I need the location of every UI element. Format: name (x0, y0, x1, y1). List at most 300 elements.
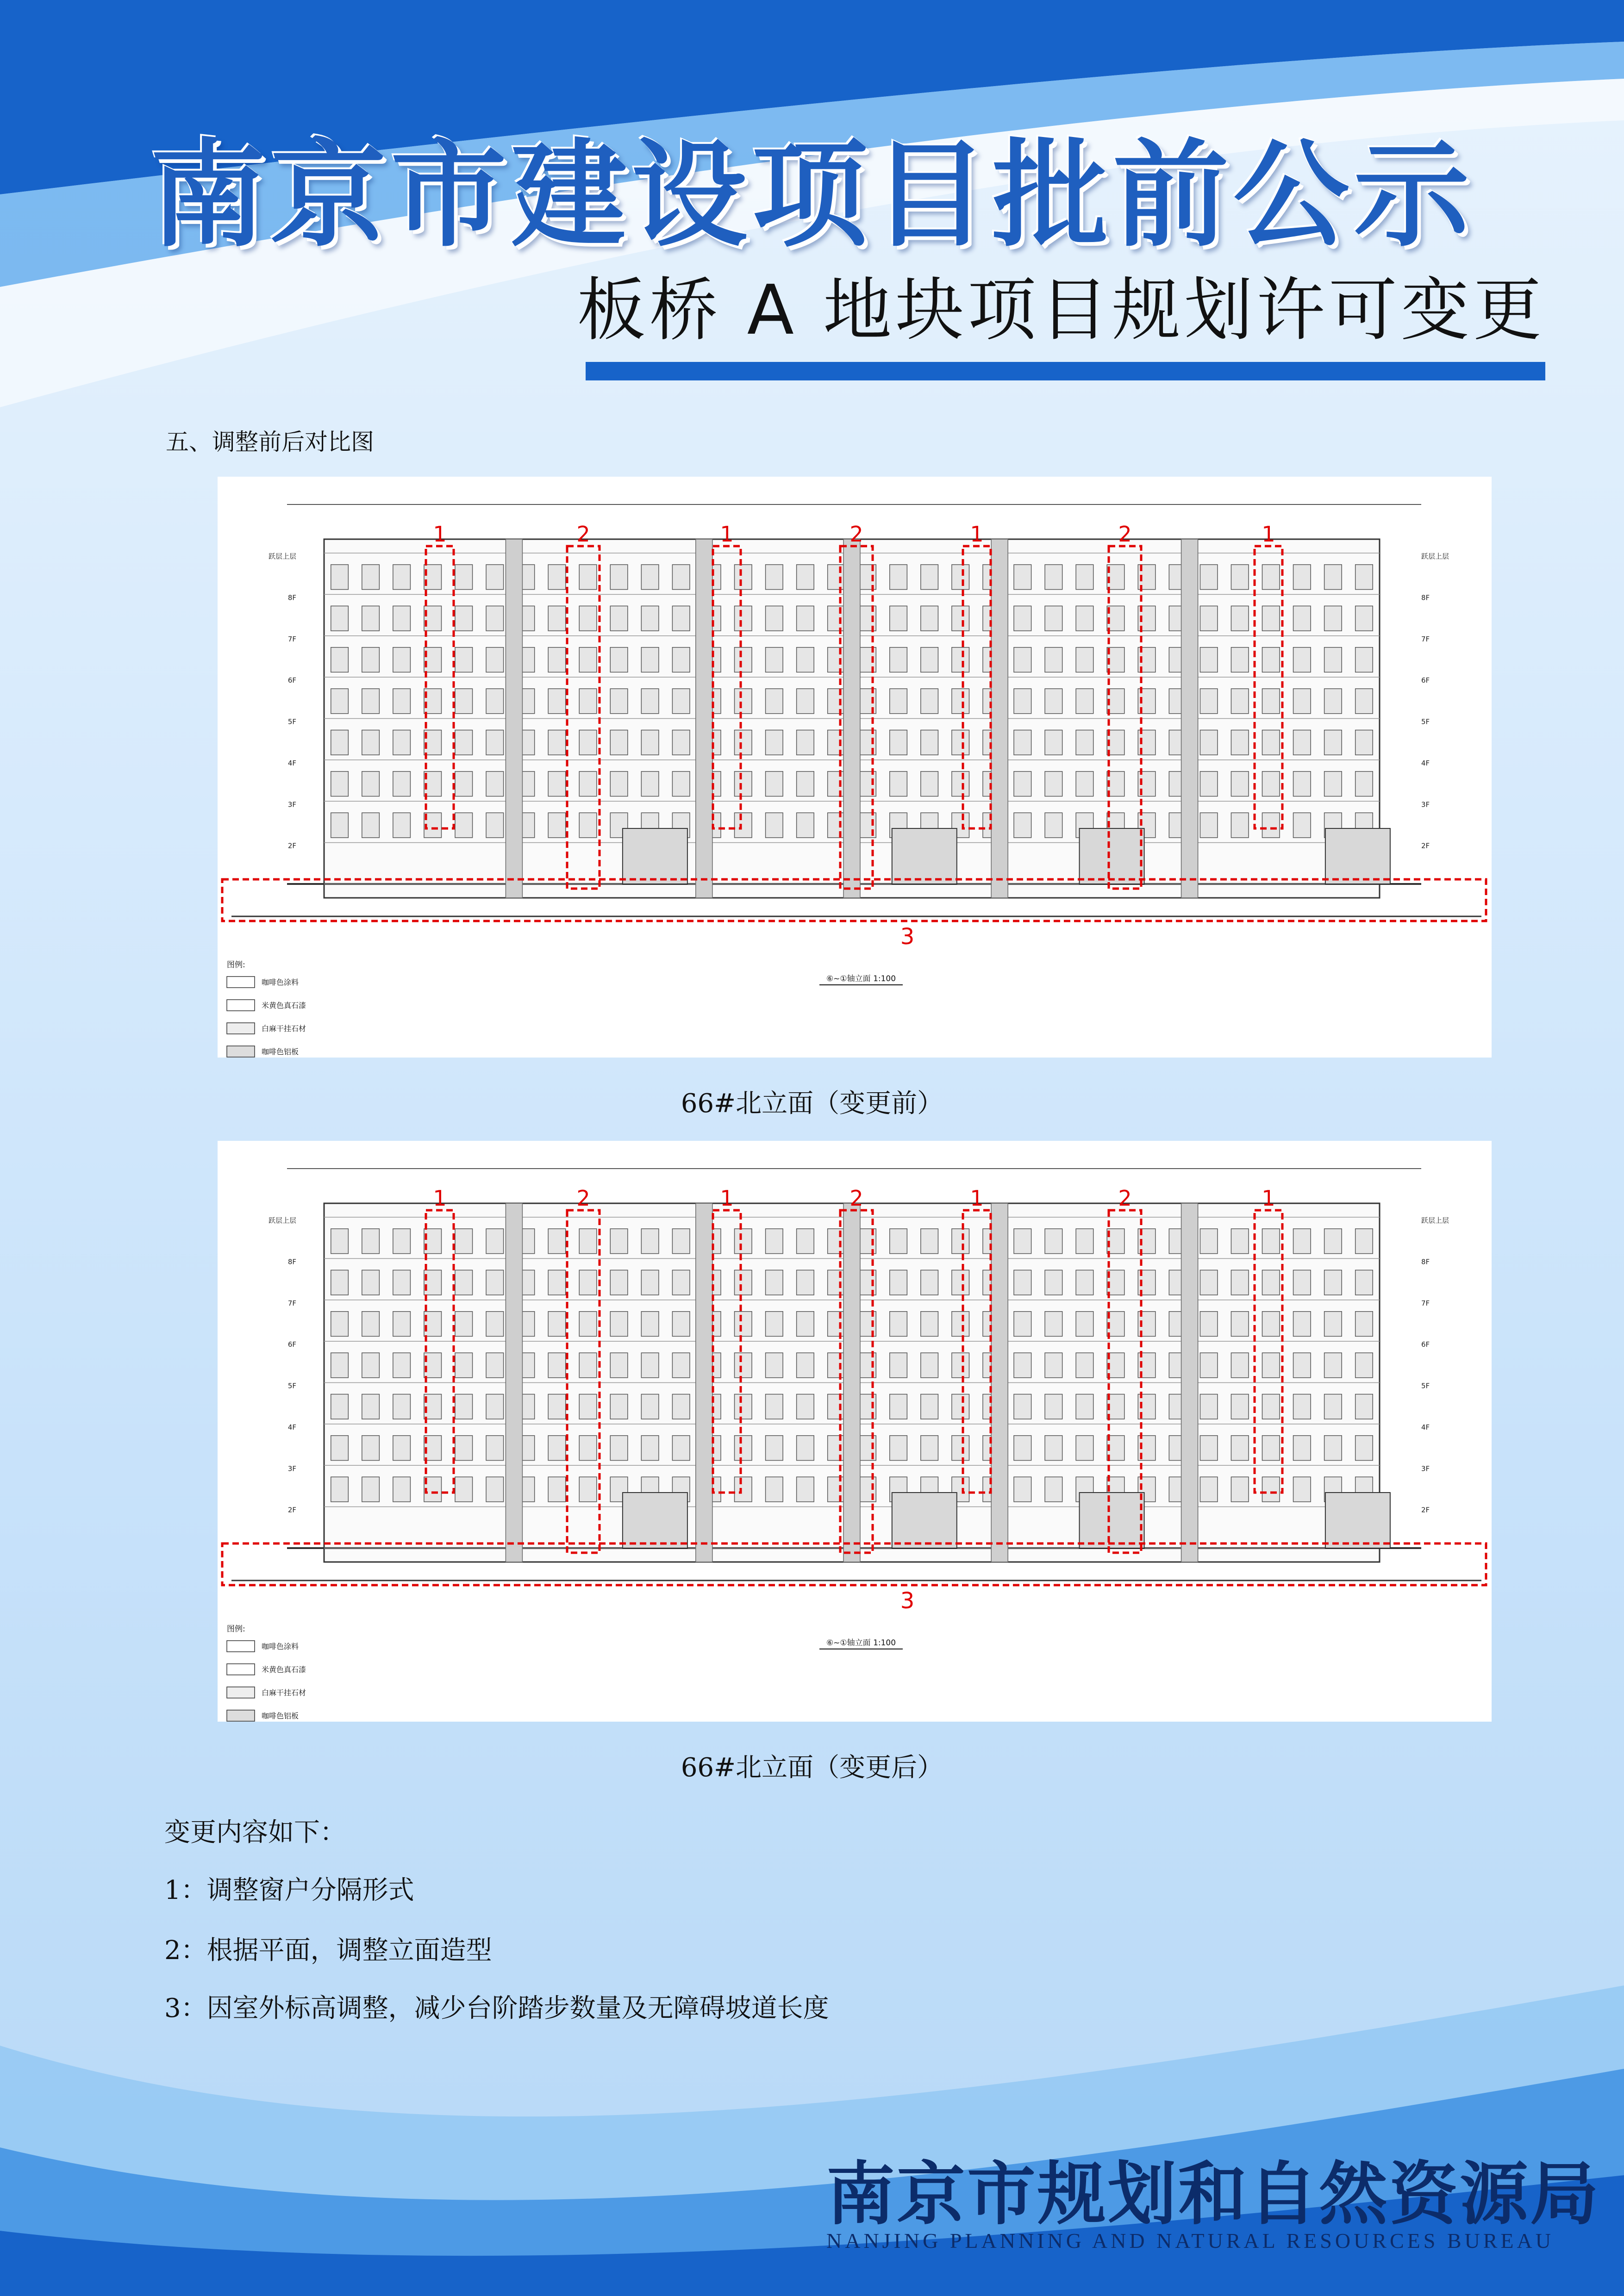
page-title: 南京市建设项目批前公示 (150, 126, 1474, 262)
window (797, 1353, 814, 1378)
window (1045, 1477, 1062, 1502)
window (1076, 1353, 1093, 1378)
window (952, 647, 969, 672)
window (890, 565, 907, 590)
window (362, 1394, 380, 1419)
window (1231, 689, 1249, 714)
window (1231, 772, 1249, 796)
window (797, 647, 814, 672)
window (1324, 772, 1342, 796)
window (393, 1270, 411, 1295)
window (921, 1229, 938, 1254)
window (548, 1353, 566, 1378)
window (1200, 606, 1218, 631)
window (952, 565, 969, 590)
window (797, 689, 814, 714)
window (1200, 813, 1218, 838)
window (1014, 1353, 1031, 1378)
legend-label: 咖啡色涂料 (262, 1642, 299, 1651)
window (1014, 772, 1031, 796)
floor-label-left: 2F (287, 841, 296, 850)
window (1200, 565, 1218, 590)
window (548, 1477, 566, 1502)
legend-title: 图例: (227, 1624, 245, 1634)
window (1262, 1477, 1280, 1502)
window (1293, 1353, 1311, 1378)
window (1324, 730, 1342, 755)
window (486, 813, 504, 838)
window (548, 1312, 566, 1337)
window (1293, 647, 1311, 672)
entrance-canopy (1325, 828, 1390, 884)
window (1355, 1394, 1373, 1419)
window (766, 1436, 783, 1461)
window (641, 772, 659, 796)
window (641, 1436, 659, 1461)
window (1262, 606, 1280, 631)
window (579, 1353, 597, 1378)
window (1231, 565, 1249, 590)
window (1231, 1270, 1249, 1295)
facade-linework (231, 1169, 1481, 1580)
legend-swatch (227, 1710, 255, 1721)
legend-swatch (227, 1000, 255, 1011)
window (1231, 606, 1249, 631)
window (1293, 1394, 1311, 1419)
window (828, 1394, 845, 1419)
window (331, 1229, 349, 1254)
floor-label-right: 2F (1421, 1506, 1430, 1514)
window (579, 606, 597, 631)
window (1045, 1353, 1062, 1378)
window (1324, 606, 1342, 631)
window (393, 1477, 411, 1502)
window (735, 1353, 752, 1378)
change-item-3: 3：因室外标高调整，减少台阶踏步数量及无障碍坡道长度 (164, 1993, 829, 2023)
window (797, 565, 814, 590)
window (921, 730, 938, 755)
window (1014, 1394, 1031, 1419)
window (1293, 1270, 1311, 1295)
window (1045, 1229, 1062, 1254)
window (766, 1353, 783, 1378)
floor-label-left: 跃层上层 (268, 552, 296, 560)
window (610, 565, 628, 590)
window (331, 689, 349, 714)
legend-swatch (227, 1664, 255, 1675)
floor-label-right: 3F (1421, 1464, 1430, 1473)
window (455, 689, 473, 714)
window (735, 606, 752, 631)
window (1076, 647, 1093, 672)
window (735, 772, 752, 796)
window (1076, 772, 1093, 796)
floor-label-left: 5F (287, 1381, 296, 1390)
window (1262, 1394, 1280, 1419)
window (890, 730, 907, 755)
window (1262, 813, 1280, 838)
window (1014, 647, 1031, 672)
window (890, 1394, 907, 1419)
window (1293, 1312, 1311, 1337)
window (1200, 1353, 1218, 1378)
window (1324, 1312, 1342, 1337)
window (735, 689, 752, 714)
pier-band (1181, 539, 1198, 898)
marker-number-1: 1 (1262, 1186, 1275, 1211)
window (1262, 1229, 1280, 1254)
window (393, 1353, 411, 1378)
window (1076, 1394, 1093, 1419)
window (486, 565, 504, 590)
window (455, 730, 473, 755)
window (1293, 606, 1311, 631)
window (331, 1353, 349, 1378)
window (1045, 1394, 1062, 1419)
window (610, 1312, 628, 1337)
pier-band (696, 539, 712, 898)
window (1200, 772, 1218, 796)
entrance-canopy (1325, 1493, 1390, 1548)
window (890, 1270, 907, 1295)
window (766, 730, 783, 755)
window (641, 1394, 659, 1419)
window (362, 647, 380, 672)
window (672, 606, 690, 631)
pier-band (843, 1203, 860, 1562)
window (579, 689, 597, 714)
page-subtitle: 板桥 A 地块项目规划许可变更 (577, 270, 1545, 350)
window (952, 1436, 969, 1461)
entrance-canopy (892, 828, 957, 884)
marker-number-1: 1 (720, 1186, 734, 1211)
floor-label-left: 4F (287, 759, 296, 767)
window (331, 1436, 349, 1461)
floor-label-left: 3F (287, 1464, 296, 1473)
window (393, 1436, 411, 1461)
window (455, 1353, 473, 1378)
window (828, 606, 845, 631)
marker-number-2: 2 (576, 522, 590, 547)
window (486, 1312, 504, 1337)
marker-number-3: 3 (900, 924, 915, 950)
window (766, 647, 783, 672)
window (828, 813, 845, 838)
window (828, 1270, 845, 1295)
window (393, 606, 411, 631)
window (331, 813, 349, 838)
window (797, 730, 814, 755)
window (797, 1312, 814, 1337)
window (610, 730, 628, 755)
window (672, 1353, 690, 1378)
entrance-canopy (892, 1493, 957, 1548)
window (766, 606, 783, 631)
window (1355, 647, 1373, 672)
window (952, 1270, 969, 1295)
window (1076, 1436, 1093, 1461)
window (610, 1353, 628, 1378)
marker-number-1: 1 (433, 522, 447, 547)
window (610, 647, 628, 672)
window (331, 730, 349, 755)
window (486, 606, 504, 631)
window (766, 1477, 783, 1502)
window (1045, 1312, 1062, 1337)
window (1293, 1229, 1311, 1254)
window (890, 1229, 907, 1254)
changes-heading: 变更内容如下： (164, 1817, 346, 1848)
floor-label-left: 6F (287, 1340, 296, 1349)
window (890, 1353, 907, 1378)
window (486, 1353, 504, 1378)
window (610, 1229, 628, 1254)
window (921, 689, 938, 714)
window (362, 606, 380, 631)
window (766, 1270, 783, 1295)
window (1355, 1229, 1373, 1254)
title-underline-bar (586, 362, 1545, 380)
window (1076, 606, 1093, 631)
window (486, 730, 504, 755)
legend-swatch (227, 1023, 255, 1034)
window (393, 1312, 411, 1337)
window (641, 1312, 659, 1337)
window (828, 730, 845, 755)
window (1324, 1394, 1342, 1419)
window (766, 1394, 783, 1419)
window (766, 1229, 783, 1254)
window (486, 1229, 504, 1254)
window (362, 1312, 380, 1337)
window (828, 1229, 845, 1254)
footer-bureau-name: 南京市规划和自然资源局 (826, 2153, 1600, 2234)
window (362, 1436, 380, 1461)
window (1200, 1436, 1218, 1461)
window (486, 689, 504, 714)
window (672, 565, 690, 590)
window (672, 647, 690, 672)
window (952, 689, 969, 714)
window (579, 1436, 597, 1461)
window (1200, 1394, 1218, 1419)
floor-label-left: 7F (287, 635, 296, 643)
window (393, 1394, 411, 1419)
floor-label-right: 8F (1421, 593, 1430, 602)
window (1355, 772, 1373, 796)
window (952, 730, 969, 755)
window (610, 1394, 628, 1419)
window (890, 1312, 907, 1337)
window (1355, 1436, 1373, 1461)
floor-label-left: 跃层上层 (268, 1216, 296, 1225)
window (1324, 1229, 1342, 1254)
floor-label-left: 7F (287, 1299, 296, 1307)
window (362, 1477, 380, 1502)
window (486, 647, 504, 672)
marker-number-2: 2 (576, 1186, 590, 1211)
marker-number-1: 1 (1262, 522, 1275, 547)
window (1045, 1270, 1062, 1295)
window (921, 772, 938, 796)
pier-band (843, 539, 860, 898)
window (797, 1394, 814, 1419)
window (393, 689, 411, 714)
floor-label-right: 5F (1421, 717, 1430, 726)
window (393, 565, 411, 590)
window (486, 1436, 504, 1461)
window (424, 606, 442, 631)
window (1076, 1229, 1093, 1254)
window (1231, 813, 1249, 838)
window (1014, 565, 1031, 590)
entrance-canopy (1080, 1493, 1144, 1548)
legend-label: 米黄色真石漆 (262, 1001, 306, 1010)
window (362, 730, 380, 755)
window (766, 565, 783, 590)
window (890, 647, 907, 672)
window (766, 1312, 783, 1337)
window (1324, 1270, 1342, 1295)
window (1262, 1312, 1280, 1337)
window (1014, 1312, 1031, 1337)
window (455, 1270, 473, 1295)
window (1045, 565, 1062, 590)
marker-number-2: 2 (1118, 522, 1132, 547)
window (331, 1312, 349, 1337)
floor-label-right: 8F (1421, 1257, 1430, 1266)
sheet-title: ⑥~①轴立面 1:100 (826, 974, 896, 983)
window (548, 1436, 566, 1461)
window (1355, 1312, 1373, 1337)
floor-label-right: 4F (1421, 1423, 1430, 1431)
window (921, 1436, 938, 1461)
window (1076, 1312, 1093, 1337)
window (1200, 1229, 1218, 1254)
window (1231, 1312, 1249, 1337)
window (1355, 730, 1373, 755)
floor-label-left: 6F (287, 676, 296, 685)
window (331, 772, 349, 796)
window (455, 1436, 473, 1461)
window (1231, 1353, 1249, 1378)
window (455, 1229, 473, 1254)
floor-label-right: 跃层上层 (1421, 1216, 1449, 1225)
window (1076, 565, 1093, 590)
window (952, 606, 969, 631)
entrance-canopy (1080, 828, 1144, 884)
window (797, 1477, 814, 1502)
window (1231, 647, 1249, 672)
window (548, 1270, 566, 1295)
window (921, 1394, 938, 1419)
pier-band (506, 539, 522, 898)
window (1293, 1477, 1311, 1502)
window (921, 1270, 938, 1295)
window (1014, 606, 1031, 631)
window (579, 1394, 597, 1419)
elevation-drawing-before (218, 477, 1492, 1058)
window (797, 772, 814, 796)
change-item-1: 1：调整窗户分隔形式 (164, 1875, 414, 1905)
window (1262, 772, 1280, 796)
footer-bureau-english: NANJING PLANNING AND NATURAL RESOURCES BUREAU (826, 2229, 1554, 2252)
legend (227, 1624, 306, 1721)
section-label: 五、调整前后对比图 (166, 429, 374, 455)
legend-label: 咖啡色铝板 (262, 1047, 299, 1056)
window (1355, 1353, 1373, 1378)
window (1231, 1394, 1249, 1419)
window (735, 1229, 752, 1254)
window (579, 1270, 597, 1295)
window (548, 730, 566, 755)
window (641, 647, 659, 672)
elevation-svg-before (218, 477, 1492, 1058)
marker-number-2: 2 (849, 1186, 863, 1211)
legend-swatch (227, 1687, 255, 1698)
window (1200, 647, 1218, 672)
window (828, 1312, 845, 1337)
window (890, 606, 907, 631)
window (548, 1229, 566, 1254)
floor-label-right: 跃层上层 (1421, 552, 1449, 560)
window (486, 1394, 504, 1419)
window (921, 1312, 938, 1337)
window (393, 813, 411, 838)
window (1293, 772, 1311, 796)
elevation-drawing-after (218, 1141, 1492, 1722)
window (735, 730, 752, 755)
window (828, 772, 845, 796)
window (797, 1270, 814, 1295)
window (1293, 730, 1311, 755)
window (952, 772, 969, 796)
window (890, 689, 907, 714)
pier-band (696, 1203, 712, 1562)
window (579, 1229, 597, 1254)
window (1076, 730, 1093, 755)
window (548, 772, 566, 796)
legend-label: 白麻干挂石材 (262, 1688, 306, 1697)
floor-label-right: 3F (1421, 800, 1430, 809)
window (1355, 689, 1373, 714)
floor-label-left: 5F (287, 717, 296, 726)
window (1293, 813, 1311, 838)
window (797, 813, 814, 838)
window (641, 1270, 659, 1295)
window (455, 565, 473, 590)
window (921, 565, 938, 590)
sheet-title: ⑥~①轴立面 1:100 (826, 1638, 896, 1648)
window (1014, 730, 1031, 755)
window (579, 1477, 597, 1502)
window (393, 1229, 411, 1254)
window (610, 606, 628, 631)
pier-band (991, 539, 1008, 898)
window (393, 730, 411, 755)
window (1231, 1477, 1249, 1502)
window (797, 1229, 814, 1254)
window (1324, 1353, 1342, 1378)
window (828, 1436, 845, 1461)
caption-before: 66#北立面（变更前） (681, 1089, 943, 1119)
window (921, 1353, 938, 1378)
marker-number-2: 2 (1118, 1186, 1132, 1211)
window (766, 689, 783, 714)
window (735, 813, 752, 838)
window (579, 772, 597, 796)
floor-label-left: 2F (287, 1506, 296, 1514)
